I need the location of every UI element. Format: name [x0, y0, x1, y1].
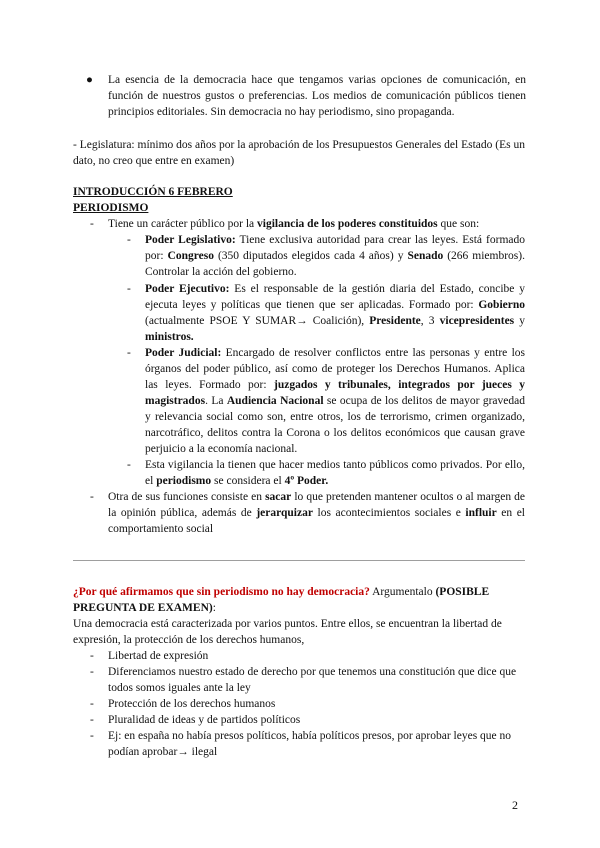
list-dash: - [127, 347, 131, 359]
legislatura-note: - Legislatura: mínimo dos años por la aprobación de los Presupuestos Generales del Estado (Es un dato, no creo que entre en examen) [73, 139, 525, 167]
poder-ejecutivo-text: Poder Ejecutivo: Es el responsable de la gestión diaria del Estado, concibe y ejecuta leyes y políticas que tienen que ser aplicadas. Formado por: Gobierno (actualmente PSOE Y SUMAR→ Coalición), Presidente, 3 vicepresidentes y ministros. [145, 283, 526, 343]
list-item-text: Tiene un carácter público por la vigilancia de los poderes constituidos que son: [108, 218, 480, 230]
funciones-text: Otra de sus funciones consiste en sacar lo que pretenden mantener ocultos o al margen de la opinión pública, además de jerarquizar los acontecimientos sociales e influir en el comportamiento social [108, 491, 525, 535]
bullet-dot-icon: ● [86, 74, 93, 86]
list-dash: - [90, 698, 94, 710]
poder-legislativo-text: Poder Legislativo: Tiene exclusiva autoridad para crear las leyes. Está formado por: Congreso (350 diputados elegidos cada 4 años) y Senado (266 miembros). Controlar la acción del gobierno. [145, 234, 525, 278]
list-item-text: Ej: en españa no había presos políticos, había políticos presos, por aprobar leyes que no podían aprobar→ ilegal [108, 730, 512, 758]
list-item-text: Protección de los derechos humanos [108, 698, 276, 710]
question-body: Una democracia está caracterizada por varios puntos. Entre ellos, se encuentran la libertad de expresión, la protección de los derechos humanos, [73, 618, 502, 646]
list-dash: - [90, 491, 94, 503]
vigilancia-text: Esta vigilancia la tienen que hacer medios tanto públicos como privados. Por ello, el periodismo se considera el 4º Poder. [145, 459, 525, 487]
list-item-text: Diferenciamos nuestro estado de derecho por que tenemos una constitución que dice que todos somos iguales ante la ley [108, 666, 517, 694]
list-dash: - [127, 283, 131, 295]
list-dash: - [127, 459, 131, 471]
section-subheading: PERIODISMO [73, 202, 149, 214]
list-dash: - [90, 730, 94, 742]
page-number: 2 [512, 798, 518, 812]
list-dash: - [90, 666, 94, 678]
list-item-text: Libertad de expresión [108, 650, 209, 662]
horizontal-divider [73, 560, 525, 561]
poder-judicial-text: Poder Judicial: Encargado de resolver conflictos entre las personas y entre los órganos del poder público, así como de proteger los Derechos Humanos. Aplica las leyes. Formado por: juzgados y tribunales, integrados por jueces y magistrados. La Audiencia Nacional se ocupa de los delitos de mayor gravedad y relevancia social como son, entre otros, los de terrorismo, crimen organizado, narcotráfico, delitos contra la Corona o los delitos económicos que causan grave perjuicio a la economía nacional. [145, 347, 526, 455]
section-heading: INTRODUCCIÓN 6 FEBRERO [73, 186, 233, 198]
list-dash: - [90, 714, 94, 726]
list-dash: - [90, 218, 94, 230]
exam-question: ¿Por qué afirmamos que sin periodismo no hay democracia? Argumentalo (POSIBLE PREGUNTA DE EXAMEN): [73, 586, 490, 614]
list-dash: - [90, 650, 94, 662]
intro-bullet-text: La esencia de la democracia hace que tengamos varias opciones de comunicación, en función de nuestros gustos o preferencias. Los medios de comunicación públicos tienen principios editoriales. Sin democracia no hay periodismo, sino propaganda. [108, 74, 526, 118]
list-dash: - [127, 234, 131, 246]
list-item-text: Pluralidad de ideas y de partidos políticos [108, 714, 301, 726]
